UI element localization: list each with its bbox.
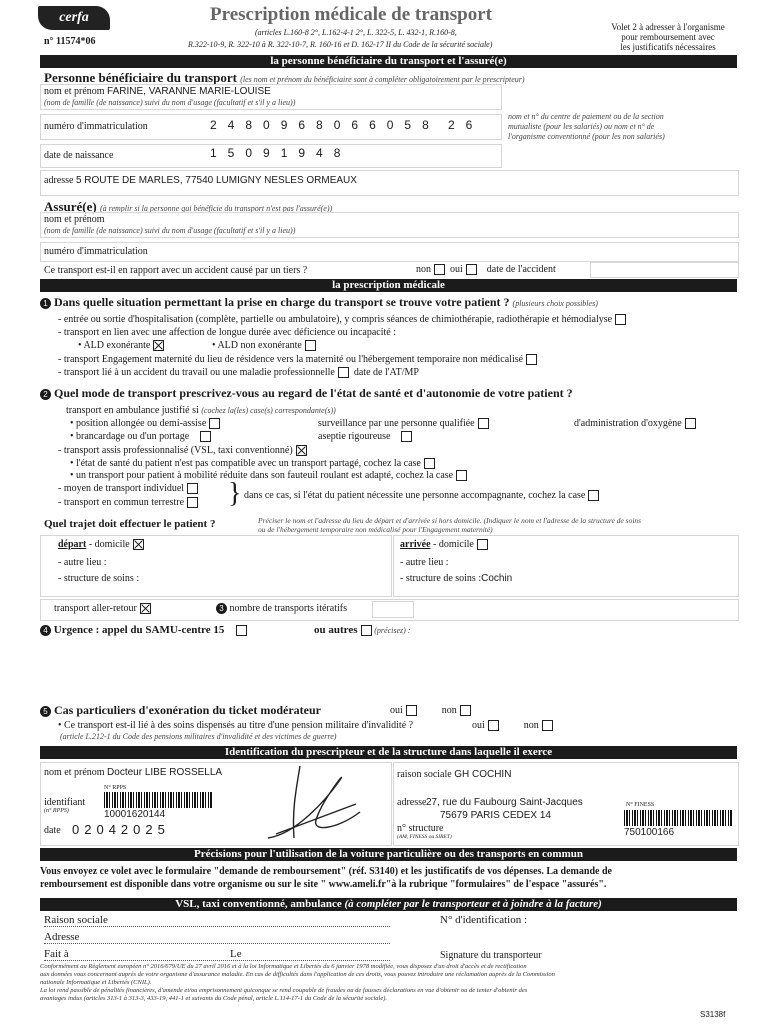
dob-value: 15091948 bbox=[210, 146, 352, 160]
assure-title: Assuré(e) bbox=[44, 199, 97, 214]
pension-oui-label: oui bbox=[472, 720, 485, 731]
ind-checkbox[interactable] bbox=[187, 483, 198, 494]
iteratif-label: nombre de transports itératifs bbox=[229, 603, 347, 614]
address-row bbox=[44, 175, 357, 186]
hospital-checkbox[interactable] bbox=[615, 314, 626, 325]
q2-vsl bbox=[58, 445, 307, 456]
q2-com bbox=[58, 497, 198, 508]
assure-name-label: nom et prénom bbox=[44, 214, 105, 225]
pos-label: • position allongée ou demi-assise bbox=[70, 418, 207, 429]
pension-row bbox=[58, 720, 413, 731]
finess-barcode bbox=[624, 810, 732, 826]
depart-row bbox=[58, 539, 144, 550]
autres-checkbox[interactable] bbox=[361, 625, 372, 636]
raison-sociale-field[interactable] bbox=[44, 914, 390, 927]
precisez-label: (précisez) : bbox=[374, 626, 411, 635]
arrivee-domicile-label: - domicile bbox=[433, 539, 474, 550]
dob-label: date de naissance bbox=[44, 150, 114, 161]
articles-line2: R.322-10-9, R. 322-10 à R. 322-10-7, R. 160-16 et D. 162-17 II du Code de la sécurité sociale) bbox=[188, 40, 493, 49]
precisions-line: remboursement est disponible dans votre organisme ou sur le site " www.ameli.fr"à la rubrique "formulaires" de l'espace "assurés". bbox=[40, 879, 607, 890]
surv-checkbox[interactable] bbox=[478, 418, 489, 429]
q1-opt-ald-exo bbox=[78, 340, 164, 351]
fait-field[interactable] bbox=[44, 948, 390, 961]
q1-opt-maternite bbox=[58, 354, 537, 365]
com-checkbox[interactable] bbox=[187, 497, 198, 508]
raison-row bbox=[397, 769, 511, 780]
q1-text: Dans quelle situation permettant la prise en charge du transport se trouve votre patient ? bbox=[54, 295, 510, 309]
q2-pos bbox=[70, 418, 220, 429]
immat-value: 2480968066058 bbox=[210, 118, 440, 132]
cas-non-checkbox[interactable] bbox=[460, 705, 471, 716]
rpps-barcode bbox=[104, 792, 212, 808]
signature-transporteur-label: Signature du transporteur bbox=[440, 950, 542, 961]
trajet-heading bbox=[44, 518, 215, 530]
q1-opt-ald-nonexo bbox=[212, 340, 316, 351]
branc-label: • brancardage ou d'un portage bbox=[70, 431, 190, 442]
signature bbox=[256, 760, 396, 844]
precisions-line: Vous envoyez ce volet avec le formulaire "demande de remboursement" (réf. S3140) et les justificatifs de vos dépenses. La demande de bbox=[40, 866, 612, 877]
footer-line: La loi rend passible de pénalités financières, d'amende et/ou emprisonnement quiconque se rend coupable de fraudes ou de fausses déclarations en vue d'obtenir ou de tenter d'obtenir des bbox=[40, 987, 528, 994]
q2-vsl1 bbox=[70, 458, 435, 469]
name-label: nom et prénom bbox=[44, 86, 105, 97]
volet-line: pour remboursement avec bbox=[621, 32, 715, 42]
urgence-label: Urgence : appel du SAMU-centre 15 bbox=[53, 624, 225, 636]
cas-label: Cas particuliers d'exonération du ticket modérateur bbox=[54, 703, 321, 717]
ident-label: identifiant bbox=[44, 797, 86, 808]
address-value: 5 ROUTE DE MARLES, 77540 LUMIGNY NESLES ORMEAUX bbox=[75, 175, 357, 186]
trajet-note-line: Préciser le nom et l'adresse du lieu de départ et d'arrivée si hors domicile. (Indiquer le nom et l'adresse de la structure de soins bbox=[258, 516, 642, 525]
centre-note-line: l'organisme conventionné (pour les non salariés) bbox=[508, 132, 665, 141]
date-value: 02042025 bbox=[72, 822, 170, 837]
accident-non-checkbox[interactable] bbox=[434, 264, 445, 275]
depart-domicile-checkbox[interactable] bbox=[133, 539, 144, 550]
depart-domicile-label: - domicile bbox=[88, 539, 130, 550]
q1-opt-text: - entrée ou sortie d'hospitalisation (complète, partielle ou ambulatoire), y compris séances de chimiothérapie, radiothérapie et hémodialyse bbox=[58, 314, 613, 325]
q2-vsl2 bbox=[70, 470, 467, 481]
prescripteur-name-label: nom et prénom bbox=[44, 767, 105, 778]
beneficiary-title: Personne bénéficiaire du transport bbox=[44, 70, 237, 85]
footer-line: nationale Informatique et Libertés (CNIL). bbox=[40, 979, 152, 986]
pension-non-label: non bbox=[523, 720, 539, 731]
date-label: date bbox=[44, 825, 61, 836]
cas-answers bbox=[390, 705, 471, 716]
le-label: Le bbox=[230, 948, 242, 960]
atmp-checkbox[interactable] bbox=[338, 367, 349, 378]
q1-heading bbox=[40, 295, 598, 310]
section-beneficiary-bar: la personne bénéficiaire du transport et l'assuré(e) bbox=[40, 55, 737, 68]
q1-note: (plusieurs choix possibles) bbox=[512, 299, 598, 308]
rpps-small-label: N° RPPS bbox=[104, 785, 127, 791]
pos-checkbox[interactable] bbox=[209, 418, 220, 429]
identification-field[interactable] bbox=[440, 914, 737, 926]
assure-name-note: (nom de famille (de naissance) suivi du nom d'usage (facultatif et s'il y a lieu)) bbox=[44, 226, 296, 235]
number-4-icon: 4 bbox=[40, 625, 51, 636]
pension-note: (article L.212-1 du Code des pensions militaires d'invalidité et des victimes de guerre) bbox=[60, 732, 337, 741]
aller-retour-label: transport aller-retour bbox=[54, 603, 137, 614]
autres-label: ou autres bbox=[314, 624, 358, 636]
trajet-note bbox=[258, 516, 742, 534]
q1-opt-ald: - transport en lien avec une affection de longue durée avec déficience ou incapacité : bbox=[58, 327, 396, 338]
number-5-icon: 5 bbox=[40, 706, 51, 717]
finess-small-label: N° FINESS bbox=[626, 802, 655, 808]
q1-opt-hospital bbox=[58, 314, 626, 325]
q2-amb bbox=[66, 405, 336, 416]
pension-oui-checkbox[interactable] bbox=[488, 720, 499, 731]
ald-exo-label: • ALD exonérante bbox=[78, 340, 151, 351]
q2-surv bbox=[318, 418, 489, 429]
accident-oui-label: oui bbox=[450, 264, 463, 275]
arrivee-domicile-checkbox[interactable] bbox=[477, 539, 488, 550]
form-title: Prescription médicale de transport bbox=[210, 4, 492, 25]
transporteur-adresse-label: Adresse bbox=[44, 931, 80, 943]
trajet-note-line: ou de l'hébergement temporaire non médicalisé pour l'Engagement maternité) bbox=[258, 525, 493, 534]
depart-label: départ bbox=[58, 539, 87, 550]
depart-autre: - autre lieu : bbox=[58, 557, 107, 568]
fait-label: Fait à bbox=[44, 948, 69, 960]
iteratif-row bbox=[216, 603, 347, 614]
arrivee-structure-value: Cochin bbox=[481, 573, 513, 584]
section-prescription-bar: la prescription médicale bbox=[40, 279, 737, 292]
ald-nonexo-checkbox[interactable] bbox=[305, 340, 316, 351]
surv-label: surveillance par une personne qualifiée bbox=[318, 418, 475, 429]
arrivee-structure-label: - structure de soins : bbox=[400, 573, 482, 584]
atmp-date-label: date de l'AT/MP bbox=[353, 367, 419, 378]
accident-row bbox=[44, 265, 307, 276]
accident-date-label: date de l'accident bbox=[486, 264, 556, 275]
cas-oui-label: oui bbox=[390, 705, 403, 716]
atmp-label: - transport lié à un accident du travail ou une maladie professionnelle bbox=[58, 367, 335, 378]
q2-amb-label: transport en ambulance justifié si bbox=[66, 405, 199, 416]
q2-ind bbox=[58, 483, 198, 494]
address-label: adresse bbox=[44, 175, 74, 186]
transporteur-bar-note: (à compléter par le transporteur et à joindre à la facture) bbox=[344, 898, 602, 910]
pension-answers bbox=[472, 720, 553, 731]
vsl2-checkbox[interactable] bbox=[456, 470, 467, 481]
q2-heading bbox=[40, 386, 573, 401]
ald-nonexo-label: • ALD non exonérante bbox=[212, 340, 302, 351]
cerfa-logo: cerfa bbox=[38, 6, 110, 30]
maternite-checkbox[interactable] bbox=[526, 354, 537, 365]
vsl1-checkbox[interactable] bbox=[424, 458, 435, 469]
iteratif-input[interactable] bbox=[372, 601, 414, 618]
q2-text: Quel mode de transport prescrivez-vous au regard de l'état de santé et d'autonomie de votre patient ? bbox=[54, 386, 573, 400]
acc-checkbox[interactable] bbox=[588, 490, 599, 501]
accident-non-label: non bbox=[416, 264, 431, 275]
section-precisions-bar: Précisions pour l'utilisation de la voiture particulière ou des transports en commun bbox=[40, 848, 737, 861]
footer-code: S3138f bbox=[700, 1010, 726, 1019]
vsl1-label: • l'état de santé du patient n'est pas compatible avec un transport partagé, cochez la case bbox=[70, 458, 421, 469]
number-3-icon: 3 bbox=[216, 603, 227, 614]
accident-date-input[interactable] bbox=[590, 262, 739, 278]
accident-oui-checkbox[interactable] bbox=[466, 264, 477, 275]
beneficiary-name-row bbox=[44, 86, 271, 97]
asep-checkbox[interactable] bbox=[401, 431, 412, 442]
ident-note: (n° RPPS) bbox=[44, 808, 69, 814]
footer-line: aux données vous concernant auprès de votre organisme d'assurance maladie. En cas de difficultés dans l'application de ces droits, vous pouvez introduire une réclamation auprès de la Commission bbox=[40, 971, 555, 978]
number-1-icon: 1 bbox=[40, 298, 51, 309]
immat-key: 26 bbox=[448, 118, 484, 132]
structure-num-note: (AM, FINESS ou SIRET) bbox=[397, 834, 452, 840]
maternite-label: - transport Engagement maternité du lieu de résidence vers la maternité ou l'hébergement temporaire non médicalisé bbox=[58, 354, 524, 365]
com-label: - transport en commun terrestre bbox=[58, 497, 185, 508]
footer-line: avantages indus (articles 313-1 à 313-3, 433-19, 441-1 et suivants du Code pénal, article L.114-17-1 du Code de la sécurité sociale). bbox=[40, 995, 388, 1002]
articles-line1: (articles L.160-8 2°, L.162-4-1 2°, L. 322-5, L. 432-1, R.160-8, bbox=[255, 28, 457, 37]
structure-num-value: 750100166 bbox=[624, 827, 675, 838]
raison-label: raison sociale bbox=[397, 769, 452, 780]
prescripteur-name-value: Docteur LIBE ROSSELLA bbox=[107, 767, 223, 778]
precisions-text bbox=[40, 865, 740, 891]
q2-amb-note: (cochez la(les) case(s) correspondante(s)) bbox=[201, 406, 336, 415]
vsl-checkbox[interactable] bbox=[296, 445, 307, 456]
volet-line: Volet 2 à adresser à l'organisme bbox=[611, 22, 725, 32]
number-2-icon: 2 bbox=[40, 389, 51, 400]
oxy-checkbox[interactable] bbox=[685, 418, 696, 429]
adresse-line1: 27, rue du Faubourg Saint-Jacques bbox=[426, 797, 583, 808]
immat-label: numéro d'immatriculation bbox=[44, 121, 148, 132]
assure-immat-label: numéro d'immatriculation bbox=[44, 246, 148, 257]
arrivee-row bbox=[400, 539, 488, 550]
pension-non-checkbox[interactable] bbox=[542, 720, 553, 731]
footer-line: Conformément au Règlement européen n° 2016/679/UE du 27 avril 2016 et à la loi Informatique et Libertés du 6 janvier 1978 modifiée, vous disposez d'un droit d'accès et de rectification bbox=[40, 963, 527, 970]
q2-oxy bbox=[574, 418, 696, 429]
centre-note-line: mutualiste (pour les salariés) ou nom et n° de bbox=[508, 122, 655, 131]
volet-line: les justificatifs nécessaires bbox=[620, 42, 716, 52]
arrivee-autre: - autre lieu : bbox=[400, 557, 449, 568]
beneficiary-note: (les nom et prénom du bénéficiaire sont à compléter obligatoirement par le prescripteur) bbox=[240, 75, 525, 84]
footer-legal bbox=[40, 963, 740, 1003]
q2-acc bbox=[244, 490, 599, 501]
name-note: (nom de famille (de naissance) suivi du nom d'usage (facultatif et s'il y a lieu)) bbox=[44, 98, 296, 107]
raison-value: GH COCHIN bbox=[454, 769, 512, 780]
form-number: n° 11574*06 bbox=[44, 36, 96, 47]
oxy-label: d'administration d'oxygène bbox=[574, 418, 682, 429]
q2-branc bbox=[70, 431, 211, 442]
urgence-checkbox[interactable] bbox=[236, 625, 247, 636]
volet-note bbox=[598, 22, 738, 52]
assure-note: (à remplir si la personne qui bénéficie du transport n'est pas l'assuré(e)) bbox=[99, 204, 333, 213]
aller-retour-row bbox=[54, 603, 151, 614]
transporteur-adresse-field[interactable] bbox=[44, 931, 390, 944]
cas-oui-checkbox[interactable] bbox=[406, 705, 417, 716]
beneficiary-name-value: FARINE, VARANNE MARIE-LOUISE bbox=[107, 86, 271, 97]
cas-non-label: non bbox=[441, 705, 457, 716]
urgence-row bbox=[40, 624, 247, 636]
brace-icon: } bbox=[228, 478, 242, 509]
prescripteur-name-row bbox=[44, 767, 222, 778]
autres-row bbox=[314, 624, 410, 636]
adresse-line2: 75679 PARIS CEDEX 14 bbox=[440, 810, 551, 821]
asep-label: aseptie rigoureuse bbox=[318, 431, 391, 442]
adresse-label: adresse bbox=[397, 797, 427, 808]
transporteur-bar-title: VSL, taxi conventionné, ambulance bbox=[175, 898, 342, 910]
pension-question: • Ce transport est-il lié à des soins dispensés au titre d'une pension militaire d'invalidité ? bbox=[58, 720, 414, 731]
vsl-label: - transport assis professionnalisé (VSL, taxi conventionné) bbox=[58, 445, 293, 456]
q2-asep bbox=[318, 431, 412, 442]
accident-question: Ce transport est-il en rapport avec un accident causé par un tiers ? bbox=[44, 265, 308, 276]
centre-note-line: nom et n° du centre de paiement ou de la section bbox=[508, 112, 664, 121]
section-transporteur-bar bbox=[40, 898, 737, 911]
acc-label: dans ce cas, si l'état du patient nécessite une personne accompagnante, cochez la case bbox=[244, 490, 586, 501]
structure-num-label: n° structure bbox=[397, 823, 444, 834]
identification-label: N° d'identification : bbox=[440, 914, 528, 926]
raison-sociale-label: Raison sociale bbox=[44, 914, 108, 926]
trajet-question: Quel trajet doit effectuer le patient ? bbox=[44, 518, 216, 530]
section-prescripteur-bar: Identification du prescripteur et de la structure dans laquelle il exerce bbox=[40, 746, 737, 759]
q1-opt-atmp bbox=[58, 367, 419, 378]
ald-exo-checkbox[interactable] bbox=[153, 340, 164, 351]
centre-note bbox=[508, 112, 738, 142]
accident-answers bbox=[416, 264, 556, 275]
ident-value: 10001620144 bbox=[104, 809, 166, 820]
branc-checkbox[interactable] bbox=[200, 431, 211, 442]
arrivee-label: arrivée bbox=[400, 539, 431, 550]
vsl2-label: • un transport pour patient à mobilité réduite dans son fauteuil roulant est adapté, cochez la case bbox=[70, 470, 454, 481]
depart-structure: - structure de soins : bbox=[58, 573, 140, 584]
cas-row bbox=[40, 703, 321, 718]
arrivee-structure bbox=[400, 573, 512, 584]
aller-retour-checkbox[interactable] bbox=[140, 603, 151, 614]
ind-label: - moyen de transport individuel bbox=[58, 483, 185, 494]
